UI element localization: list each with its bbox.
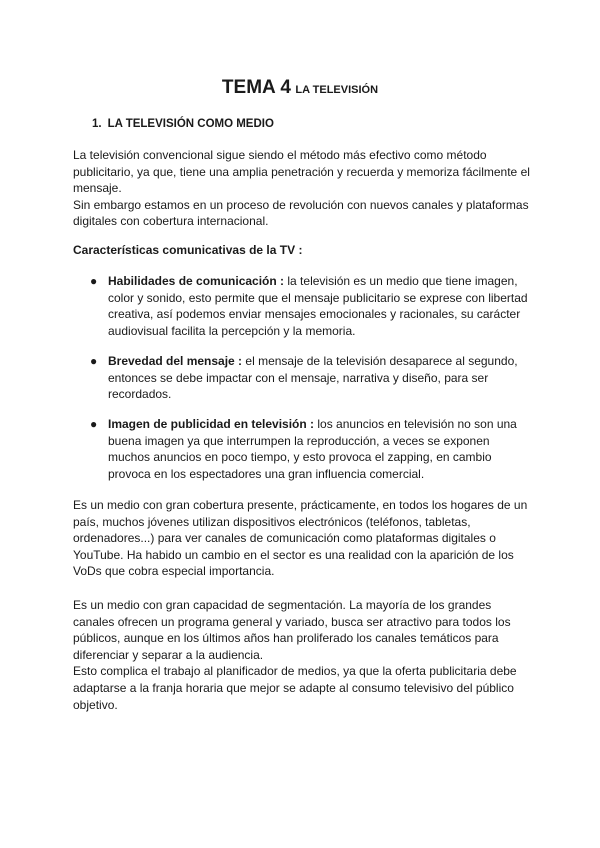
bullet-item <box>90 416 533 482</box>
characteristics-heading: Características comunicativas de la TV : <box>73 243 303 257</box>
bullet-text: los anuncios en televisión no son una buena imagen ya que interrumpen la reproducción, a veces se exponen muchos anuncios en poco tiempo, y esto provoca el zapping, en cambio provoca en los espectadores una gran influencia comercial. <box>108 417 517 481</box>
coverage-paragraph: Es un medio con gran cobertura presente, prácticamente, en todos los hogares de un país, muchos jóvenes utilizan dispositivos electrónicos (teléfonos, tabletas, ordenadores...) para ver canales de comunicación como plataformas digitales o YouTube. Ha habido un cambio en el sector es una realidad con la aparición de los VoDs que cobra especial importancia. <box>73 498 528 579</box>
bullet-item <box>90 273 533 339</box>
title-sub: LA TELEVISIÓN <box>295 84 379 96</box>
bullet-text: el mensaje de la televisión desaparece al segundo, entonces se debe impactar con el mensaje, narrativa y diseño, para ser recordados. <box>108 354 518 402</box>
bullet-item <box>90 353 533 403</box>
segmentation-paragraph-1: Es un medio con gran capacidad de segmentación. La mayoría de los grandes canales ofrecen un programa general y variado, busca ser atractivo para todos los públicos, aunque en los últimos años han proliferado los canales temáticos para diferenciar y separar a la audiencia. <box>73 598 511 662</box>
bullet-term: Imagen de publicidad en televisión : <box>108 417 315 431</box>
bullet-icon: ● <box>90 354 98 368</box>
bullet-icon: ● <box>90 274 98 288</box>
title-main: TEMA 4 <box>221 77 291 98</box>
section-number: 1. <box>92 118 102 130</box>
intro-paragraph-2: Sin embargo estamos en un proceso de revolución con nuevos canales y plataformas digitales con cobertura internacional. <box>73 197 529 229</box>
intro-paragraph-1: La televisión convencional sigue siendo el método más efectivo como método publicitario, ya que, tiene una amplia penetración y recuerda y memoriza fácilmente el mensaje. <box>73 148 530 196</box>
bullet-term: Habilidades de comunicación : <box>108 274 285 288</box>
bullet-icon: ● <box>90 417 98 431</box>
segmentation-block <box>73 597 533 713</box>
intro-block <box>73 147 533 230</box>
bullet-term: Brevedad del mensaje : <box>108 354 243 368</box>
segmentation-paragraph-2: Esto complica el trabajo al planificador de medios, ya que la oferta publicitaria debe adaptarse a la franja horaria que mejor se adapte al consumo televisivo del público objetivo. <box>73 664 517 712</box>
section-heading <box>92 116 274 132</box>
document-title <box>0 76 600 102</box>
section-heading-text: LA TELEVISIÓN COMO MEDIO <box>107 118 274 130</box>
bullet-text: la televisión es un medio que tiene imagen, color y sonido, esto permite que el mensaje publicitario se exprese con libertad creativa, así podemos enviar mensajes emocionales y racionales, su carácter audiovisual facilita la percepción y la memoria. <box>108 274 528 338</box>
coverage-block <box>73 497 533 580</box>
